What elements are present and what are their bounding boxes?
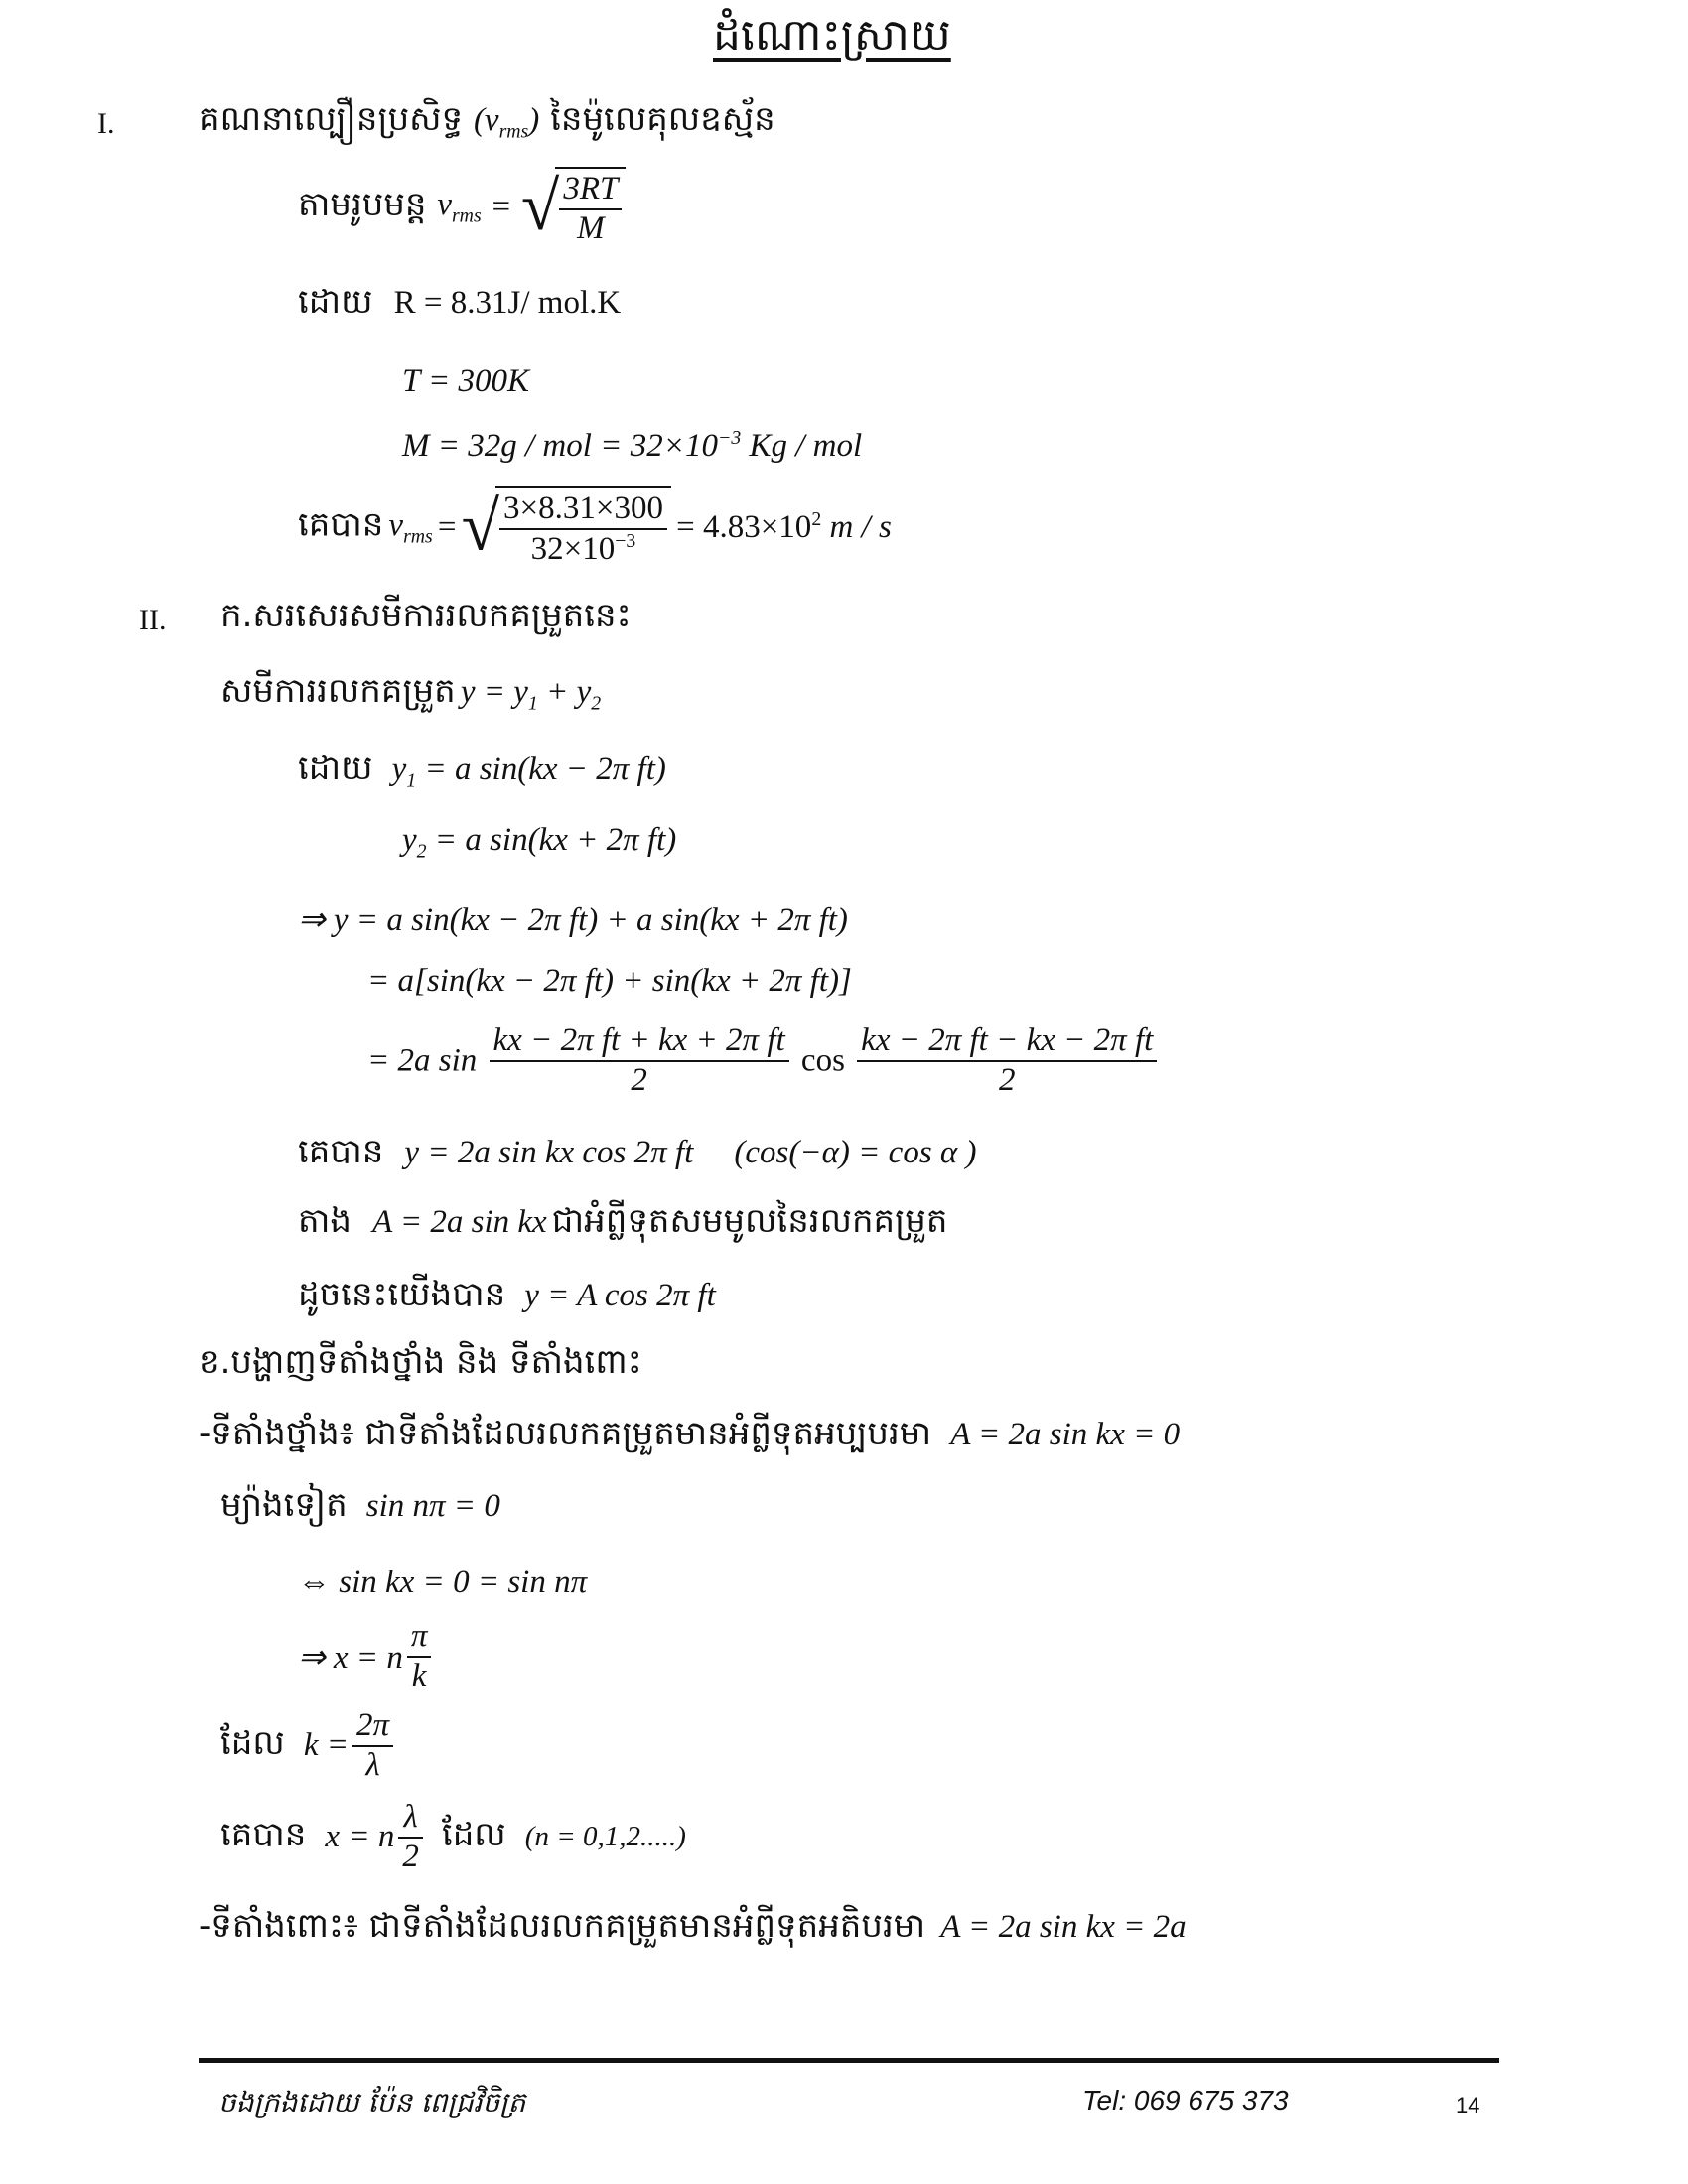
step3-cos: cos	[800, 1042, 845, 1079]
so-eq: y = A cos 2π ft	[524, 1278, 716, 1313]
x-den: k	[411, 1657, 427, 1694]
sum-step-3	[367, 1023, 1161, 1100]
subsection-b-heading: ខ.បង្ហាញទីតាំងថ្នាំង និង ទីតាំងពោះ	[199, 1342, 642, 1382]
M-value-exp: −3	[717, 427, 742, 449]
got2-n: (n = 0,1,2.....)	[524, 1821, 686, 1853]
let-amplitude	[298, 1199, 947, 1249]
x-pre: ⇒ x = n	[298, 1639, 403, 1676]
vrms-sub: rms	[498, 120, 529, 143]
step3-pre: = 2a sin	[367, 1042, 478, 1079]
section-1-heading	[199, 97, 775, 147]
node-eq: A = 2a sin kx = 0	[950, 1417, 1181, 1452]
result-den	[499, 530, 667, 569]
y1-formula	[391, 751, 666, 792]
wave-eq-y: y = y	[460, 674, 528, 710]
got2-den: 2	[402, 1838, 419, 1874]
antinode-eq: A = 2a sin kx = 2a	[940, 1909, 1187, 1945]
node-label: -ទីតាំងថ្នាំង៖ ជាទីតាំងដែលរលកគម្រួតមានអំព្លីទុតអប្បបរមា	[199, 1414, 932, 1453]
k-num: 2π	[352, 1707, 393, 1747]
formula-lhs-v: v	[437, 187, 452, 223]
y1-sub: 1	[406, 769, 417, 792]
result-num: 3×8.31×300	[499, 490, 667, 530]
formula-lhs-sub: rms	[451, 205, 482, 227]
y1-y: y	[391, 751, 407, 787]
node-result	[220, 1799, 686, 1876]
step3-num-1: kx − 2π ft + kx + 2π ft	[490, 1023, 789, 1062]
result-sqrt: √ $\frac{3\times 8.31\times 300}{32\times 10^{-3}}$	[462, 486, 671, 569]
M-value-unit: Kg / mol	[741, 428, 863, 464]
equiv-line: ⇔ sin kx = 0 = sin nπ	[298, 1565, 588, 1600]
x-num: π	[407, 1618, 432, 1658]
result-rhs-exp: 2	[811, 508, 822, 531]
node-definition	[199, 1412, 1180, 1461]
y1-label: ដោយ	[298, 749, 373, 788]
section-2-heading: ក.សរសេរសមីការរលកគម្រួតនេះ	[220, 596, 632, 635]
page-title: ដំណោះស្រាយ	[713, 10, 951, 61]
M-value-text: M = 32g / mol = 32×10	[402, 428, 718, 464]
got2-frac	[398, 1799, 423, 1876]
given-R	[298, 280, 621, 330]
step3-den-2: 2	[998, 1061, 1016, 1098]
section-2-number: II.	[139, 604, 167, 636]
else-line	[220, 1483, 500, 1533]
section-1-heading-tail: នៃម៉ូលេគុលឧស្ម័ន	[550, 99, 775, 139]
result-den-exp: −3	[615, 529, 636, 552]
x-frac	[407, 1618, 432, 1696]
R-value: R = 8.31J/ mol.K	[393, 285, 622, 321]
x-node-line	[298, 1618, 435, 1696]
result-den-text: 32×10	[530, 530, 616, 567]
got2-where: ដែល	[441, 1814, 506, 1854]
wave-equation	[220, 669, 601, 719]
result-rhs	[676, 509, 892, 545]
got-note: (cos(−α) = cos α )	[734, 1135, 977, 1170]
result-label: គេបាន	[298, 504, 384, 545]
M-value	[402, 427, 862, 465]
section-1-heading-text: គណនាល្បឿនប្រសិទ្ធ	[199, 99, 464, 139]
step3-frac-1	[490, 1023, 789, 1100]
got2-pre: x = n	[325, 1819, 395, 1855]
footer-author: ចងក្រងដោយ ប៉ែន ពេជ្រវិចិត្រ	[218, 2086, 526, 2118]
wave-eq-formula	[460, 674, 602, 715]
step3-frac-2	[857, 1023, 1157, 1100]
wave-eq-sub2: 2	[591, 692, 602, 715]
so-equation	[298, 1273, 716, 1322]
footer-tel: Tel: 069 675 373	[1082, 2085, 1289, 2116]
y2-rhs: = a sin(kx + 2π ft)	[426, 822, 677, 858]
k-label: ដែល	[220, 1722, 285, 1763]
so-label: ដូចនេះយើងបាន	[298, 1275, 506, 1314]
got-equation	[298, 1130, 976, 1179]
formula-sqrt: √ $\frac{3RT}{M}$	[521, 167, 626, 248]
y2-y: y	[402, 822, 417, 858]
T-value: T = 300K	[402, 363, 530, 399]
result-lhs-sub: rms	[403, 525, 433, 548]
got-eq: y = 2a sin kx cos 2π ft	[404, 1135, 694, 1170]
got-label: គេបាន	[298, 1132, 384, 1171]
result-lhs	[388, 506, 433, 548]
k-pre: k =	[303, 1727, 350, 1764]
k-frac	[352, 1707, 393, 1785]
vrms-close: )	[528, 102, 540, 138]
formula-eq: =	[492, 189, 511, 225]
let-tail: ជាអំព្លីទុតសមមូលនៃរលកគម្រួត	[551, 1201, 948, 1241]
sum-step-1: ⇒ y = a sin(kx − 2π ft) + a sin(kx + 2π ft)	[298, 902, 848, 938]
section-1-heading-symbol	[473, 102, 540, 143]
got2-label: គេបាន	[220, 1814, 307, 1854]
footer-rule	[199, 2058, 1499, 2063]
step3-den-1: 2	[631, 1061, 647, 1098]
got2-num: λ	[398, 1799, 423, 1839]
y2-definition	[402, 822, 676, 864]
given-label: ដោយ	[298, 282, 373, 322]
result-rhs-unit: m / s	[821, 509, 892, 546]
formula-lhs	[437, 187, 482, 227]
page-number: 14	[1456, 2093, 1480, 2117]
antinode-definition	[199, 1904, 1187, 1954]
sum-step-2: = a[sin(kx − 2π ft) + sin(kx + 2π ft)]	[367, 963, 852, 999]
k-den: λ	[365, 1746, 380, 1783]
let-eq: A = 2a sin kx	[372, 1204, 547, 1240]
else-eq: sin nπ = 0	[365, 1488, 500, 1524]
vrms-open: (v	[473, 102, 499, 138]
y2-sub: 2	[416, 840, 427, 863]
else-label: ម្យ៉ាងទៀត	[220, 1485, 348, 1525]
formula-num: 3RT	[559, 171, 622, 210]
formula-den: M	[577, 209, 605, 246]
wave-eq-sub1: 1	[527, 692, 538, 715]
y1-rhs: = a sin(kx − 2π ft)	[416, 751, 666, 787]
vrms-formula	[298, 167, 626, 248]
antinode-label: -ទីតាំងពោះ៖ ជាទីតាំងដែលរលកគម្រួតមានអំព្លីទុតអតិបរមា	[199, 1906, 926, 1946]
wave-eq-plus: + y	[537, 674, 592, 710]
let-label: តាង	[298, 1201, 352, 1241]
k-definition	[220, 1707, 397, 1785]
section-1-number: I.	[97, 107, 115, 140]
result-lhs-v: v	[388, 506, 404, 543]
formula-label: តាមរូបមន្ត	[298, 184, 427, 224]
step3-num-2: kx − 2π ft − kx − 2π ft	[857, 1023, 1157, 1062]
result-rhs-text: = 4.83×10	[676, 509, 812, 546]
result-eq: =	[437, 508, 457, 545]
y1-definition	[298, 747, 666, 796]
wave-eq-label: សមីការរលកគម្រួត	[220, 671, 456, 711]
vrms-result	[298, 486, 892, 569]
